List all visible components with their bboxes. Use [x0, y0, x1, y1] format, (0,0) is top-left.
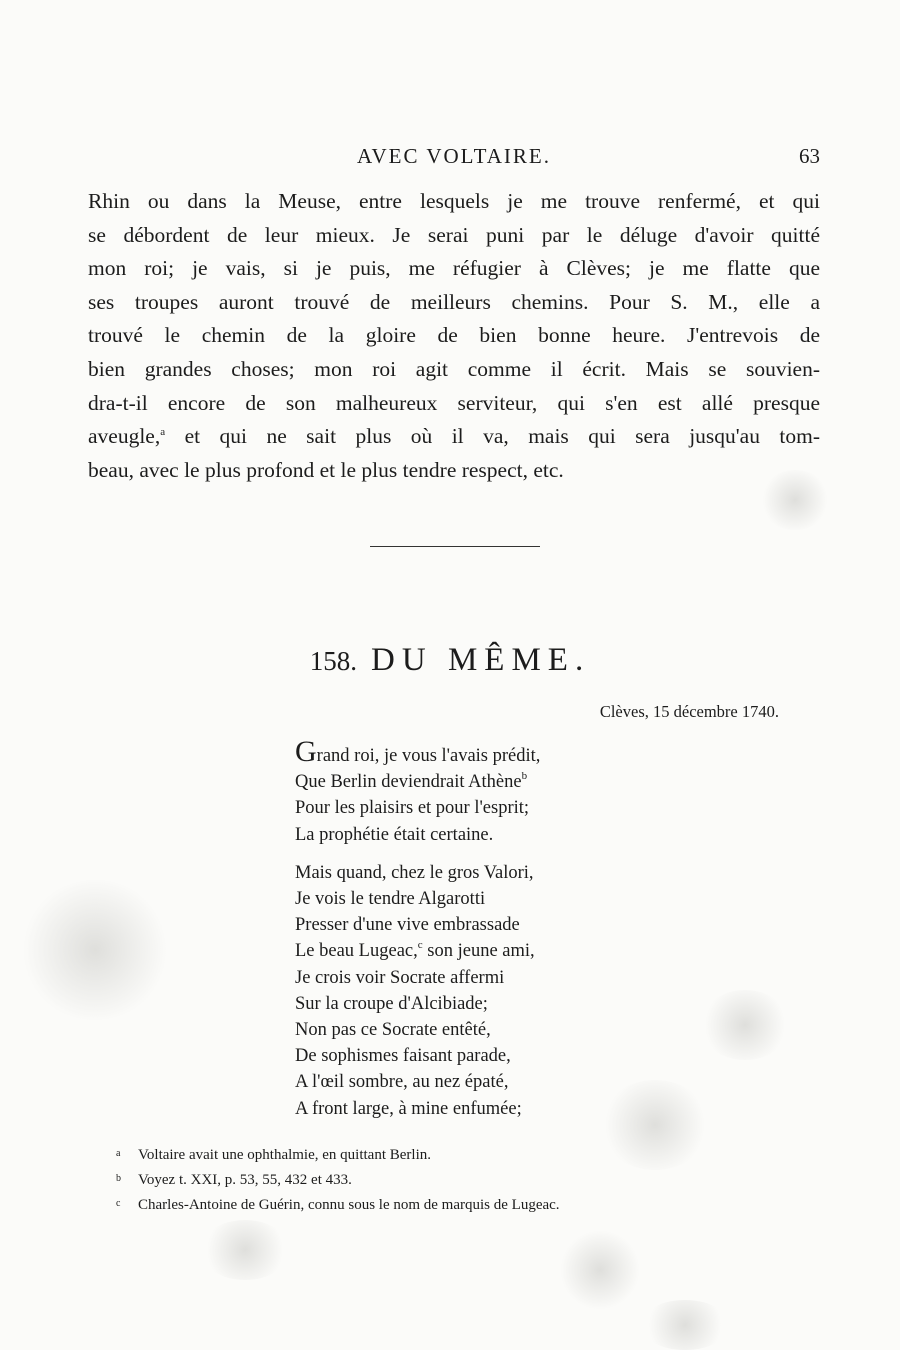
running-head [88, 144, 820, 174]
text-line: bien grandes choses; mon roi agit comme il écrit. Mais se souvien- [88, 356, 820, 381]
section-divider [370, 546, 540, 547]
verse-line: Presser d'une vive embrassade [295, 915, 520, 936]
text-segment: et qui ne sait plus où il va, mais qui sera jusqu'au tom- [184, 424, 821, 449]
footnote [116, 1167, 816, 1192]
footnotes [116, 1142, 816, 1217]
letter-heading [0, 642, 900, 679]
text-line: beau, avec le plus profond et le plus tendre respect, etc. [88, 457, 564, 482]
drop-cap: G [295, 735, 317, 768]
verse-text: Que Berlin deviendrait Athène [295, 772, 522, 793]
verse-line: A front large, à mine enfumée; [295, 1098, 522, 1119]
footnote-text: Voyez t. XXI, p. 53, 55, 432 et 433. [138, 1172, 352, 1188]
page-number: 63 [799, 144, 820, 168]
footnote-text: Charles-Antoine de Guérin, connu sous le nom de marquis de Lugeac. [138, 1197, 560, 1213]
footnote-ref: b [521, 770, 528, 783]
poem [295, 735, 715, 1134]
verse-line: Je vois le tendre Algarotti [295, 889, 486, 910]
text-line: trouvé le chemin de la gloire de bien bonne heure. J'entrevois de [88, 323, 820, 348]
verse-text: rand roi, je vous l'avais prédit, [316, 746, 541, 766]
footnote-mark: b [116, 1173, 121, 1184]
verse-text: Le beau Lugeac, [295, 941, 418, 962]
footnote-mark: a [116, 1148, 121, 1159]
verse-line [295, 735, 715, 769]
poem-stanza [295, 735, 715, 848]
verse-line [295, 938, 715, 964]
footnote-ref: c [417, 939, 423, 952]
footnote-text: Voltaire avait une ophthalmie, en quittant Berlin. [138, 1147, 431, 1163]
verse-line: A l'œil sombre, au nez épaté, [295, 1072, 509, 1093]
text-line: se débordent de leur mieux. Je serai puni par le déluge d'avoir quitté [88, 222, 820, 247]
paper-stain [20, 880, 170, 1020]
text-line: Rhin ou dans la Meuse, entre lesquels je me trouve renfermé, et qui [88, 189, 820, 213]
letter-body-text [88, 185, 820, 487]
text-line: ses troupes auront trouvé de meilleurs chemins. Pour S. M., elle a [88, 289, 820, 314]
verse-line: De sophismes faisant parade, [295, 1046, 511, 1067]
paper-stain [640, 1300, 730, 1350]
paper-stain [200, 1220, 290, 1280]
verse-line: Non pas ce Socrate entêté, [295, 1020, 491, 1041]
verse-line: Sur la croupe d'Alcibiade; [295, 993, 488, 1014]
paper-stain [560, 1230, 640, 1310]
verse-text: son jeune ami, [427, 941, 535, 962]
text-line [88, 420, 820, 454]
dateline: Clèves, 15 décembre 1740. [599, 702, 779, 721]
poem-stanza [295, 860, 715, 1122]
text-segment: aveugle, [88, 424, 161, 449]
letter-title: DU MÊME. [371, 642, 591, 678]
footnote [116, 1142, 816, 1167]
verse-line: La prophétie était certaine. [295, 824, 494, 845]
verse-line [295, 769, 715, 795]
text-line: dra-t-il encore de son malheureux serviteur, qui s'en est allé presque [88, 390, 820, 415]
footnote-mark: c [116, 1198, 121, 1209]
verse-line: Je crois voir Socrate affermi [295, 967, 505, 988]
footnote [116, 1192, 816, 1217]
verse-line: Pour les plaisirs et pour l'esprit; [295, 798, 530, 819]
letter-number: 158. [309, 646, 358, 676]
running-title: AVEC VOLTAIRE. [357, 144, 551, 168]
text-line: mon roi; je vais, si je puis, me réfugier à Clèves; je me flatte que [88, 256, 820, 281]
footnote-ref: a [160, 426, 166, 439]
verse-line: Mais quand, chez le gros Valori, [295, 862, 534, 883]
